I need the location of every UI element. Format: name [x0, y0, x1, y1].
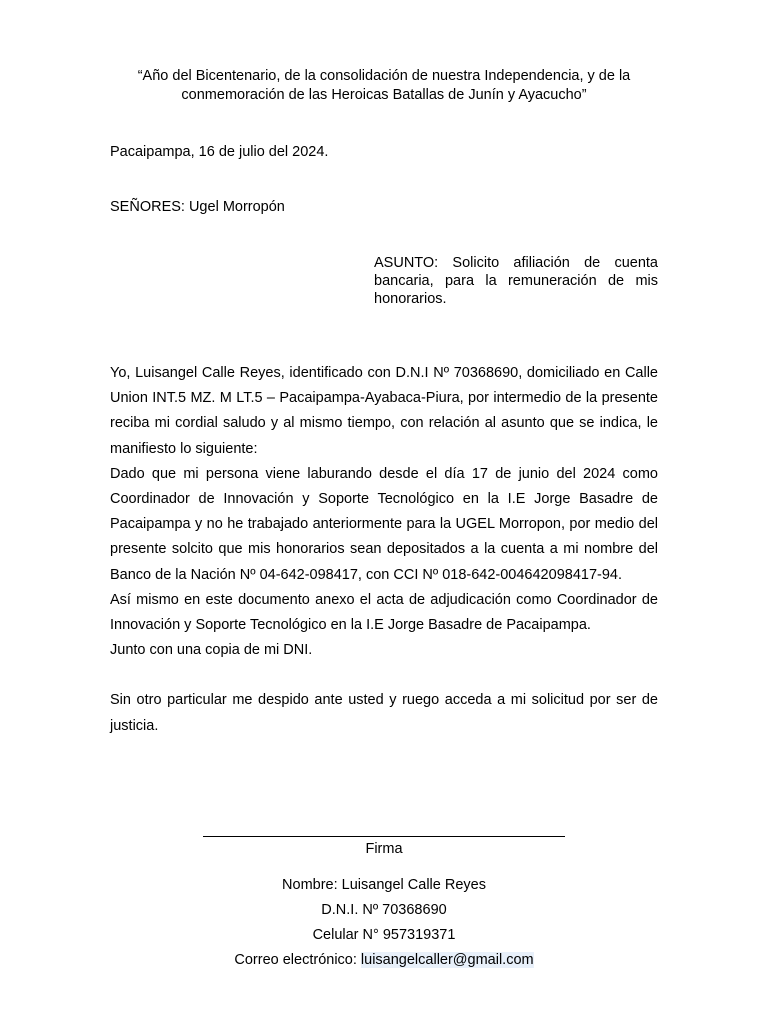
signer-name: Nombre: Luisangel Calle Reyes	[282, 877, 486, 893]
recipient: SEÑORES: Ugel Morropón	[110, 199, 285, 215]
signature-line	[203, 836, 565, 837]
email-label: Correo electrónico:	[234, 952, 361, 968]
body-paragraph-intro: Yo, Luisangel Calle Reyes, identificado con D.N.I Nº 70368690, domiciliado en Calle Union INT.5 MZ. M LT.5 – Pacaipampa-Ayabaca-Piura, por intermedio de la presente reciba mi cordial saludo y al mismo tiempo, con relación al asunto que se indica, le manifiesto lo siguiente:	[110, 365, 658, 457]
signature-label: Firma	[365, 841, 403, 857]
place-date: Pacaipampa, 16 de julio del 2024.	[110, 144, 329, 160]
letter-body	[110, 361, 658, 739]
body-paragraph-request: Dado que mi persona viene laburando desde el día 17 de junio del 2024 como Coordinador de Innovación y Soporte Tecnológico en la I.E Jorge Basadre de Pacaipampa y no he trabajado anteriormente para la UGEL Morropon, por medio del presente solcito que mis honorarios sean depositados a la cuenta a mi nombre del Banco de la Nación Nº 04-642-098417, con CCI Nº 018-642-004642098417-94.	[110, 465, 658, 583]
header-quote: “Año del Bicentenario, de la consolidación de nuestra Independencia, y de la conmemoración de las Heroicas Batallas de Junín y Ayacucho”	[137, 68, 631, 103]
signer-email-row	[110, 951, 658, 970]
signer-phone: Celular N° 957319371	[312, 927, 456, 943]
subject: ASUNTO: Solicito afiliación de cuenta bancaria, para la remuneración de mis honorarios.	[374, 255, 658, 307]
closing-paragraph: Sin otro particular me despido ante usted y ruego acceda a mi solicitud por ser de justicia.	[110, 692, 658, 734]
signer-dni: D.N.I. Nº 70368690	[321, 902, 447, 918]
body-paragraph-annex: Así mismo en este documento anexo el acta de adjudicación como Coordinador de Innovación y Soporte Tecnológico en la I.E Jorge Basadre de Pacaipampa.	[110, 591, 658, 634]
email-link[interactable]: luisangelcaller@gmail.com	[360, 952, 534, 968]
body-paragraph-dni-copy: Junto con una copia de mi DNI.	[110, 642, 313, 659]
